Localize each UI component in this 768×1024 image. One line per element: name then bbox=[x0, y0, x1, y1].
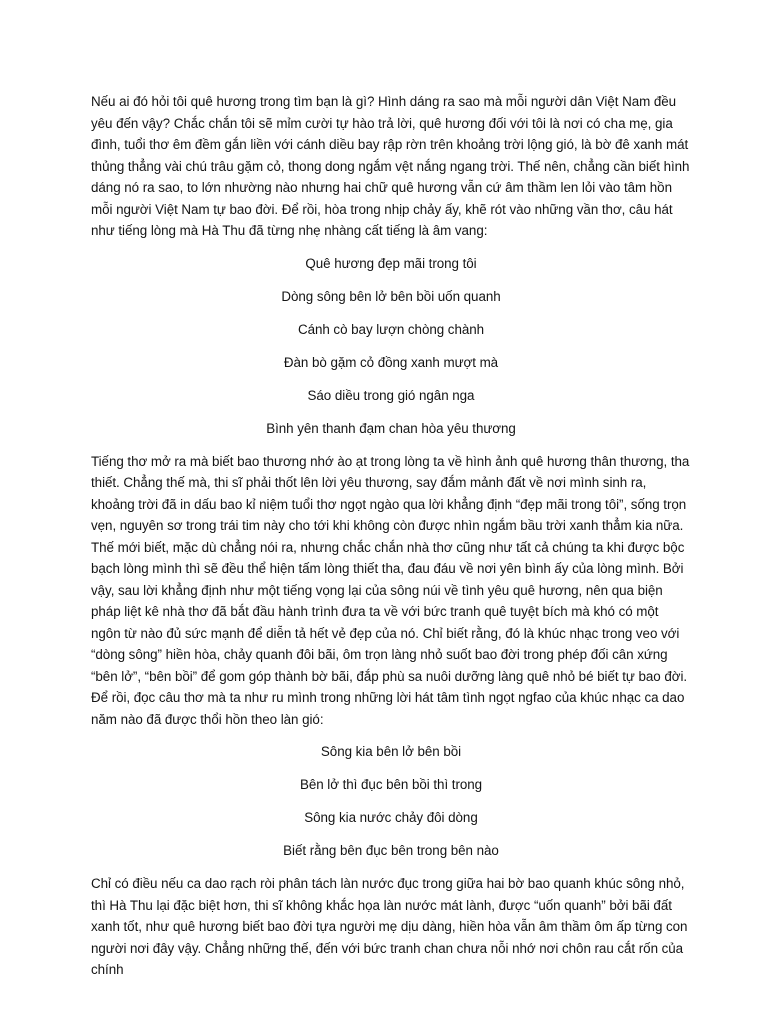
poem-stanza-1 bbox=[91, 253, 691, 440]
poem-line: Dòng sông bên lở bên bồi uốn quanh bbox=[281, 288, 501, 304]
poem-line: Đàn bò gặm cỏ đồng xanh mượt mà bbox=[283, 354, 499, 370]
folk-verse-line: Sông kia nước chảy đôi dòng bbox=[304, 810, 478, 825]
analysis-paragraph: Tiếng thơ mở ra mà biết bao thương nhớ ào ạt trong lòng ta về hình ảnh quê hương thân thương, tha thiết. Chẳng thế mà, thi sĩ phải thốt lên lời yêu thương, say đắm mảnh đất về nơi mình sinh ra, khoảng trời đã in dấu bao kỉ niệm tuổi thơ ngọt ngào qua lời khẳng định “đẹp mãi trong tôi”, sống trọn vẹn, nguyên sơ trong trái tim này cho tới khi không còn được nhìn ngắm bầu trời xanh thẳm kia nữa. Thế mới biết, mặc dù chẳng nói ra, nhưng chắc chắn nhà thơ cũng như tất cả chúng ta khi được bộc bạch lòng mình thì sẽ đều thể hiện tấm lòng thiết tha, đau đáu về nơi yên bình ấy của lòng mình. Bởi vậy, sau lời khẳng định như một tiếng vọng lại của sông núi về tình yêu quê hương, nên qua biện pháp liệt kê nhà thơ đã bắt đầu hành trình đưa ta về với bức tranh quê tuyệt bích mà khó có một ngôn từ nào đủ sức mạnh để diễn tả hết vẻ đẹp của nó. Chỉ biết rằng, đó là khúc nhạc trong veo với “dòng sông” hiền hòa, chảy quanh đôi bãi, ôm trọn làng nhỏ suốt bao đời trong phép đối cân xứng “bên lở”, “bên bồi” để gom góp thành bờ bãi, đắp phù sa nuôi dưỡng làng quê nhỏ bé biết tự bao đời. Để rồi, đọc câu thơ mà ta như ru mình trong những lời hát tâm tình ngọt ngfao của khúc nhạc ca dao năm nào đã được thổi hồn theo làn gió: bbox=[91, 453, 690, 727]
poem-line: Bình yên thanh đạm chan hòa yêu thương bbox=[266, 420, 516, 436]
intro-paragraph: Nếu ai đó hỏi tôi quê hương trong tìm bạn là gì? Hình dáng ra sao mà mỗi người dân Việt Nam đều yêu đến vậy? Chắc chắn tôi sẽ mỉm cười tự hào trả lời, quê hương đối với tôi là nơi có cha mẹ, gia đình, tuổi thơ êm đềm gắn liền với cánh diều bay rập rờn trên khoảng trời lộng gió, là bờ đê xanh mát thủng thẳng vài chú trâu gặm cỏ, thong dong ngắm vệt nắng ngang trời. Thế nên, chẳng cần biết hình dáng nó ra sao, to lớn nhường nào nhưng hai chữ quê hương vẫn cứ âm thầm len lỏi vào tâm hồn mỗi người Việt Nam tự bao đời. Để rồi, hòa trong nhịp chảy ấy, khẽ rót vào những vần thơ, câu hát như tiếng lòng mà Hà Thu đã từng nhẹ nhàng cất tiếng là âm vang: bbox=[91, 94, 690, 238]
folk-verse-line: Sông kia bên lở bên bồi bbox=[320, 744, 462, 759]
document-body bbox=[91, 91, 691, 981]
closing-paragraph: Chỉ có điều nếu ca dao rạch ròi phân tách làn nước đục trong giữa hai bờ bao quanh khúc sông nhỏ, thì Hà Thu lại đặc biệt hơn, thi sĩ không khắc họa làn nước mát lành, được “uốn quanh” bởi bãi đất xanh tốt, như quê hương biết bao đời tựa người mẹ dịu dàng, hiền hòa vẫn âm thầm ôm ấp từng con người nơi đây vậy. Chẳng những thế, đến với bức tranh chan chưa nỗi nhớ nơi chôn rau cắt rốn của chính bbox=[91, 876, 688, 977]
folk-verse-line: Biết rằng bên đục bên trong bên nào bbox=[283, 843, 499, 858]
poem-line: Sáo diều trong gió ngân nga bbox=[307, 387, 475, 403]
folk-verse-stanza bbox=[91, 741, 691, 862]
poem-line: Quê hương đẹp mãi trong tôi bbox=[305, 255, 477, 271]
folk-verse-line: Bên lở thì đục bên bồi thì trong bbox=[299, 777, 483, 792]
poem-line: Cánh cò bay lượn chòng chành bbox=[297, 321, 485, 337]
